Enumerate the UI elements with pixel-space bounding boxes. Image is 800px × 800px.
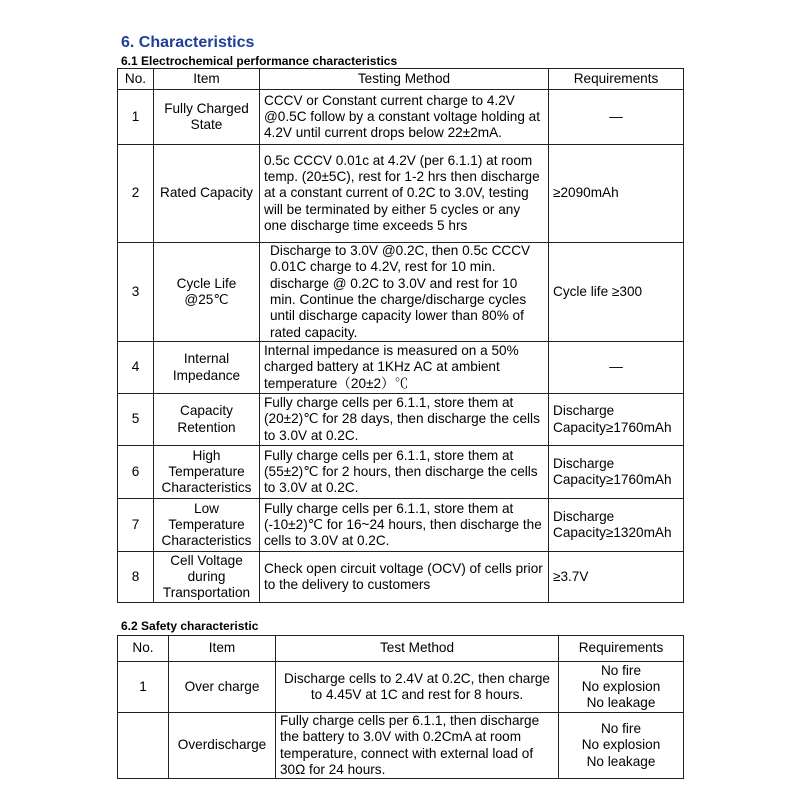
- row-number: 1: [118, 662, 169, 713]
- row-item: Fully Charged State: [154, 90, 260, 145]
- header-requirements: Requirements: [559, 636, 684, 662]
- table-row: [118, 243, 684, 342]
- row-number: 7: [118, 499, 154, 552]
- row-item: Low Temperature Characteristics: [154, 499, 260, 552]
- header-item: Item: [169, 636, 276, 662]
- row-item: High Temperature Characteristics: [154, 446, 260, 499]
- row-number: 8: [118, 552, 154, 603]
- row-method: CCCV or Constant current charge to 4.2V @0.5C follow by a constant voltage holding at 4.2V until current drops below 22±2mA.: [260, 90, 549, 145]
- table-row: [118, 145, 684, 243]
- header-no: No.: [118, 636, 169, 662]
- requirement-line: No explosion: [581, 737, 661, 753]
- table-row: [118, 446, 684, 499]
- row-requirement: [559, 662, 684, 713]
- row-number: 6: [118, 446, 154, 499]
- row-method: Fully charge cells per 6.1.1, store them at (55±2)℃ for 2 hours, then discharge the cells to 3.0V at 0.2C.: [260, 446, 549, 499]
- table-row: [118, 394, 684, 446]
- row-method: Fully charge cells per 6.1.1, store them at (-10±2)℃ for 16~24 hours, then discharge the cells to 3.0V at 0.2C.: [260, 499, 549, 552]
- row-method: 0.5c CCCV 0.01c at 4.2V (per 6.1.1) at room temp. (20±5C), rest for 1-2 hrs then discharge at a constant current of 0.2C to 3.0V, testing will be terminated by either 5 cycles or any one discharge time exceeds 5 hrs: [260, 145, 549, 243]
- row-number: 2: [118, 145, 154, 243]
- row-number: 1: [118, 90, 154, 145]
- row-number: 5: [118, 394, 154, 446]
- row-item: Rated Capacity: [154, 145, 260, 243]
- requirement-line: No leakage: [586, 753, 656, 769]
- electrochemical-table: [117, 68, 684, 603]
- row-item: Cycle Life @25℃: [154, 243, 260, 342]
- row-requirement: Cycle life ≥300: [549, 243, 684, 342]
- row-requirement: [559, 713, 684, 779]
- row-item: Capacity Retention: [154, 394, 260, 446]
- safety-table: [117, 635, 684, 779]
- requirement-line: No leakage: [586, 695, 656, 711]
- row-requirement: Discharge Capacity≥1320mAh: [549, 499, 684, 552]
- requirement-line: No explosion: [581, 678, 661, 694]
- row-method: Check open circuit voltage (OCV) of cells prior to the delivery to customers: [260, 552, 549, 603]
- section-title: 6. Characteristics: [121, 34, 255, 51]
- row-number: 4: [118, 342, 154, 394]
- row-number: [118, 713, 169, 779]
- header-item: Item: [154, 69, 260, 90]
- table-row: [118, 662, 684, 713]
- requirement-line: No fire: [600, 662, 642, 678]
- row-method: Internal impedance is measured on a 50% charged battery at 1KHz AC at ambient temperature（20±2）℃: [260, 342, 549, 394]
- table-row: [118, 90, 684, 145]
- row-item: Overdischarge: [169, 713, 276, 779]
- row-item: Cell Voltage during Transportation: [154, 552, 260, 603]
- table-row: [118, 342, 684, 394]
- table-row: [118, 499, 684, 552]
- row-requirement: ≥2090mAh: [549, 145, 684, 243]
- row-method: Discharge to 3.0V @0.2C, then 0.5c CCCV 0.01C charge to 4.2V, rest for 10 min. discharge @ 0.2C to 3.0V and rest for 10 min. Continue the charge/discharge cycles until discharge capacity lower than 80% of rated capacity.: [260, 243, 549, 342]
- row-requirement: Discharge Capacity≥1760mAh: [549, 446, 684, 499]
- header-test-method: Test Method: [276, 636, 559, 662]
- row-item: Internal Impedance: [154, 342, 260, 394]
- table-header-row: [118, 69, 684, 90]
- subsection-title-safety: 6.2 Safety characteristic: [121, 619, 259, 633]
- table-row: [118, 552, 684, 603]
- subsection-title-electrochemical: 6.1 Electrochemical performance characteristics: [121, 54, 398, 68]
- requirement-line: No fire: [600, 721, 642, 737]
- table-header-row: [118, 636, 684, 662]
- row-requirement: —: [549, 342, 684, 394]
- row-method: Discharge cells to 2.4V at 0.2C, then charge to 4.45V at 1C and rest for 8 hours.: [276, 662, 559, 713]
- row-number: 3: [118, 243, 154, 342]
- row-method: Fully charge cells per 6.1.1, store them at (20±2)℃ for 28 days, then discharge the cells to 3.0V at 0.2C.: [260, 394, 549, 446]
- table-row: [118, 713, 684, 779]
- row-requirement: Discharge Capacity≥1760mAh: [549, 394, 684, 446]
- row-method: Fully charge cells per 6.1.1, then discharge the battery to 3.0V with 0.2CmA at room temperature, connect with external load of 30Ω for 24 hours.: [276, 713, 559, 779]
- row-item: Over charge: [169, 662, 276, 713]
- header-no: No.: [118, 69, 154, 90]
- row-requirement: ≥3.7V: [549, 552, 684, 603]
- header-testing-method: Testing Method: [260, 69, 549, 90]
- row-requirement: —: [549, 90, 684, 145]
- header-requirements: Requirements: [549, 69, 684, 90]
